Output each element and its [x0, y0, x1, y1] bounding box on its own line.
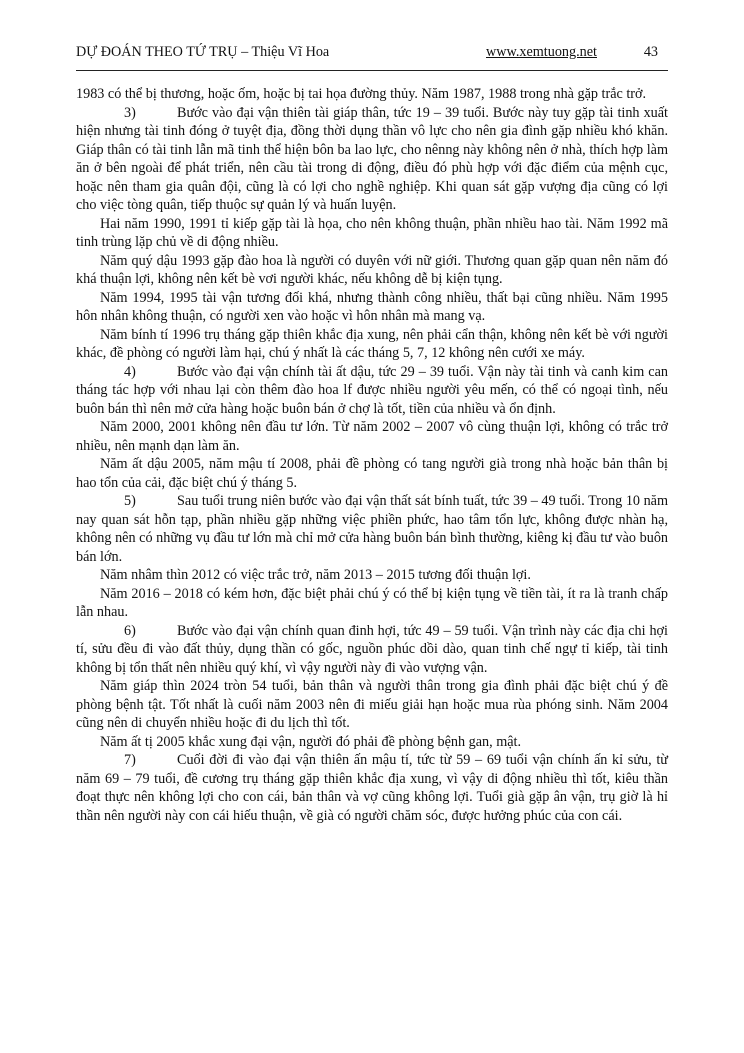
- paragraph: Năm giáp thìn 2024 tròn 54 tuổi, bản thân và người thân trong gia đình phải đặc biệt chú ý đề phòng bệnh tật. Tốt nhất là cuối năm 2003 nên đi miếu giải hạn hoặc mua rùa phóng sinh. Năm 2004 cũng nên di chuyển nhiều hoặc đi du lịch thì tốt.: [76, 678, 668, 731]
- numbered-paragraph: 4) Bước vào đại vận chính tài ất dậu, tức 29 – 39 tuổi. Vận này tài tinh và canh kim can tháng tác hợp với nhau lại còn thêm đào hoa lf được nhiều người yêu mến, có thể có ngoại tình, nếu buôn bán thì nên mở cửa hàng hoặc buôn bán ở chợ là tốt, tiền của nhiều và ổn định.: [76, 363, 668, 417]
- item-number: 5): [124, 493, 136, 509]
- paragraph: Năm quý dậu 1993 gặp đào hoa là người có duyên với nữ giới. Thương quan gặp quan nên năm đó khá thuận lợi, không nên kết bè vơi người khác, nếu không dễ bị kiện tụng.: [76, 252, 668, 287]
- numbered-paragraph: 6) Bước vào đại vận chính quan đinh hợi, tức 49 – 59 tuổi. Vận trình này các địa chi hợi tí, sửu đều đi vào đất thủy, dụng thần có gốc, nguồn phúc dồi dào, quan tinh chế ngự tỉ kiếp, tài tinh không bị tổn thất nên nhiều quý khí, vì vậy người này đi vào vượng vận.: [76, 622, 668, 676]
- header-divider: [76, 70, 668, 71]
- paragraph: Năm 2000, 2001 không nên đầu tư lớn. Từ năm 2002 – 2007 vô cùng thuận lợi, không có trắc trở nhiều, nên mạnh dạn làm ăn.: [76, 419, 668, 454]
- page-header: [76, 44, 668, 66]
- book-title: DỰ ĐOÁN THEO TỨ TRỤ – Thiệu Vĩ Hoa: [76, 44, 330, 60]
- paragraph: Năm 1994, 1995 tài vận tương đối khá, nhưng thành công nhiều, thất bại cũng nhiều. Năm 1995 hôn nhân không thuận, có người xen vào hoặc vì hôn nhân mà mang vạ.: [76, 289, 668, 324]
- numbered-paragraph: 7) Cuối đời đi vào đại vận thiên ấn mậu tí, tức từ 59 – 69 tuổi vận chính ấn kỉ sửu, từ năm 69 – 79 tuổi, đề cương trụ tháng gặp thiên khắc địa xung, vì vậy di động nhiều thì tốt, kiêu thần đoạt thực nên không lợi cho con cái, bản thân và vợ cũng không lợi. Tuổi già gặp ân vận, trụ giờ là hỉ thần nên người này con cái hiếu thuận, về già có người chăm sóc, được hưởng phúc của con cái.: [76, 752, 668, 824]
- paragraph: Năm nhâm thìn 2012 có việc trắc trở, năm 2013 – 2015 tương đối thuận lợi.: [100, 567, 531, 583]
- paragraph: Hai năm 1990, 1991 tỉ kiếp gặp tài là họa, cho nên không thuận, phần nhiều hao tài. Năm 1992 mã tinh trùng lặp chủ về di động nhiều.: [76, 215, 668, 250]
- paragraph: 1983 có thể bị thương, hoặc ốm, hoặc bị tai họa đường thủy. Năm 1987, 1988 trong nhà gặp trắc trở.: [76, 86, 647, 102]
- item-number: 4): [124, 363, 136, 380]
- paragraph: Năm bính tí 1996 trụ tháng gặp thiên khắc địa xung, nên phải cẩn thận, không nên kết bè với người khác, đề phòng có người làm hại, chú ý nhất là các tháng 5, 7, 12 không nên cưới xe máy.: [76, 326, 668, 361]
- numbered-paragraph: 3) Bước vào đại vận thiên tài giáp thân, tức 19 – 39 tuổi. Bước này tuy gặp tài tinh xuất hiện nhưng tài tinh đóng ở tuyệt địa, đồng thời dụng thần vô lực cho nên gia đình gặp nhiều khó khăn. Giáp thân có tài tinh lẫn mã tinh thể hiện bôn ba lao lực, cho nênng này không nên ở nhà, thích hợp làm ăn ở bên ngoài để phát triển, nên cầu tài trong di động, điều đó phù hợp với đặc điểm của mệnh cục, hoặc nên tham gia quân đội, cũng là có lợi cho nghề nghiệp. Khi quan sát gặp vượng địa cũng có lợi cho việc tòng quân, tiếp thuộc sự quản lý và huấn luyện.: [76, 104, 668, 213]
- item-number: 3): [124, 104, 136, 121]
- item-number: 7): [124, 752, 136, 768]
- numbered-paragraph: 5) Sau tuổi trung niên bước vào đại vận thất sát bính tuất, tức 39 – 49 tuổi. Trong 10 năm nay quan sát hỗn tạp, phần nhiều gặp những việc phiền phức, hao tâm tổn lực, không được nhàn hạ, không nên có những vụ đầu tư lớn mà chỉ mở cửa hàng buôn bán bình thường, kiêng kị đầu tư vào buôn bán lớn.: [76, 493, 668, 565]
- paragraph: Năm 2016 – 2018 có kém hơn, đặc biệt phải chú ý có thể bị kiện tụng về tiền tài, ít ra là tranh chấp lẫn nhau.: [76, 585, 668, 620]
- page-number: 43: [643, 44, 658, 60]
- item-number: 6): [124, 622, 136, 639]
- paragraph: Năm ất dậu 2005, năm mậu tí 2008, phải đề phòng có tang người già trong nhà hoặc bản thân bị hao tổn của cải, đặc biệt chú ý tháng 5.: [76, 456, 668, 491]
- page-body: [76, 85, 668, 825]
- website-link[interactable]: www.xemtuong.net: [486, 44, 597, 60]
- paragraph: Năm ất tị 2005 khắc xung đại vận, người đó phải đề phòng bệnh gan, mật.: [100, 733, 522, 750]
